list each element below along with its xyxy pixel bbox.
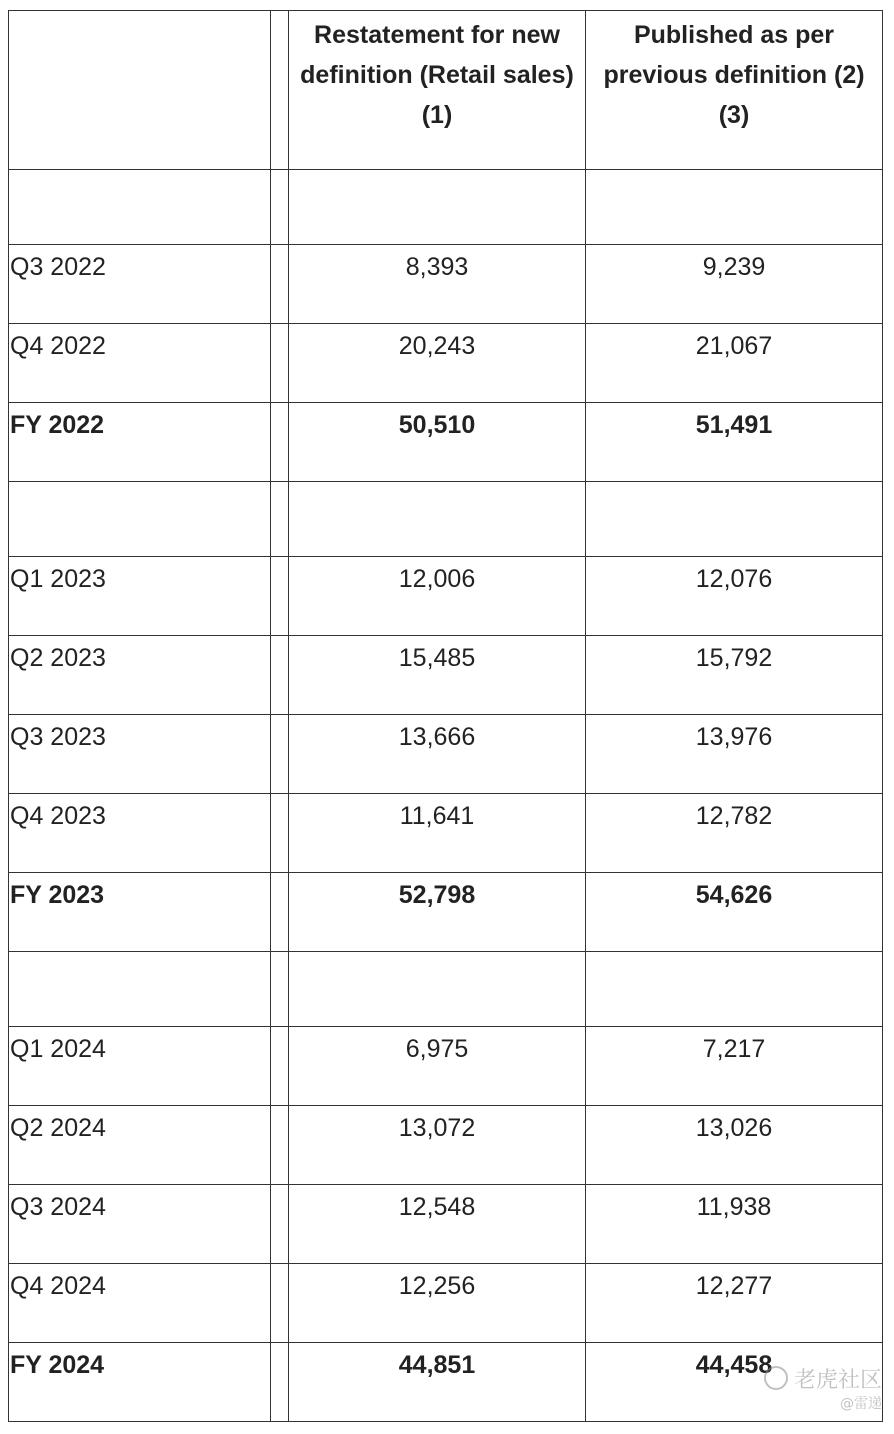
header-published: Published as per previous definition (2) (3) bbox=[586, 11, 883, 170]
restatement-value: 13,072 bbox=[289, 1106, 586, 1185]
table-row bbox=[9, 794, 883, 873]
table-row bbox=[9, 715, 883, 794]
header-row bbox=[9, 11, 883, 170]
row-label: FY 2024 bbox=[9, 1343, 271, 1422]
table-row bbox=[9, 324, 883, 403]
published-value: 51,491 bbox=[586, 403, 883, 482]
row-label: Q1 2024 bbox=[9, 1027, 271, 1106]
table-row bbox=[9, 1264, 883, 1343]
published-value: 21,067 bbox=[586, 324, 883, 403]
published-value: 7,217 bbox=[586, 1027, 883, 1106]
published-value: 44,458 bbox=[586, 1343, 883, 1422]
header-restatement: Restatement for new definition (Retail sales) (1) bbox=[289, 11, 586, 170]
published-value: 13,976 bbox=[586, 715, 883, 794]
restatement-value: 13,666 bbox=[289, 715, 586, 794]
restatement-value: 6,975 bbox=[289, 1027, 586, 1106]
published-value: 11,938 bbox=[586, 1185, 883, 1264]
published-value: 12,782 bbox=[586, 794, 883, 873]
table-row bbox=[9, 1027, 883, 1106]
row-label: Q4 2022 bbox=[9, 324, 271, 403]
published-value: 15,792 bbox=[586, 636, 883, 715]
row-label: Q3 2022 bbox=[9, 245, 271, 324]
published-value: 13,026 bbox=[586, 1106, 883, 1185]
restatement-value: 44,851 bbox=[289, 1343, 586, 1422]
table-row bbox=[9, 1185, 883, 1264]
row-label: Q2 2023 bbox=[9, 636, 271, 715]
row-label: Q1 2023 bbox=[9, 557, 271, 636]
total-row bbox=[9, 873, 883, 952]
watermark-author: @雷递 bbox=[840, 1396, 882, 1412]
restatement-value: 11,641 bbox=[289, 794, 586, 873]
row-label: Q2 2024 bbox=[9, 1106, 271, 1185]
watermark bbox=[764, 1366, 882, 1414]
published-value: 54,626 bbox=[586, 873, 883, 952]
restatement-value: 12,256 bbox=[289, 1264, 586, 1343]
published-value: 12,277 bbox=[586, 1264, 883, 1343]
spacer-row bbox=[9, 482, 883, 557]
row-label: Q3 2024 bbox=[9, 1185, 271, 1264]
table-row bbox=[9, 636, 883, 715]
spacer-row bbox=[9, 170, 883, 245]
restatement-value: 15,485 bbox=[289, 636, 586, 715]
header-gap-cell bbox=[271, 11, 289, 170]
row-label: FY 2022 bbox=[9, 403, 271, 482]
restatement-value: 12,006 bbox=[289, 557, 586, 636]
table-row bbox=[9, 245, 883, 324]
sales-table bbox=[8, 10, 883, 1422]
restatement-value: 50,510 bbox=[289, 403, 586, 482]
table-row bbox=[9, 557, 883, 636]
watermark-brand: 老虎社区 bbox=[793, 1368, 882, 1393]
total-row bbox=[9, 1343, 883, 1422]
restatement-value: 52,798 bbox=[289, 873, 586, 952]
restatement-value: 8,393 bbox=[289, 245, 586, 324]
row-label: FY 2023 bbox=[9, 873, 271, 952]
header-label-cell bbox=[9, 11, 271, 170]
tiger-logo-icon bbox=[764, 1366, 788, 1390]
spacer-row bbox=[9, 952, 883, 1027]
restatement-value: 12,548 bbox=[289, 1185, 586, 1264]
table-row bbox=[9, 1106, 883, 1185]
restatement-value: 20,243 bbox=[289, 324, 586, 403]
row-label: Q4 2024 bbox=[9, 1264, 271, 1343]
total-row bbox=[9, 403, 883, 482]
row-label: Q4 2023 bbox=[9, 794, 271, 873]
row-label: Q3 2023 bbox=[9, 715, 271, 794]
published-value: 12,076 bbox=[586, 557, 883, 636]
published-value: 9,239 bbox=[586, 245, 883, 324]
